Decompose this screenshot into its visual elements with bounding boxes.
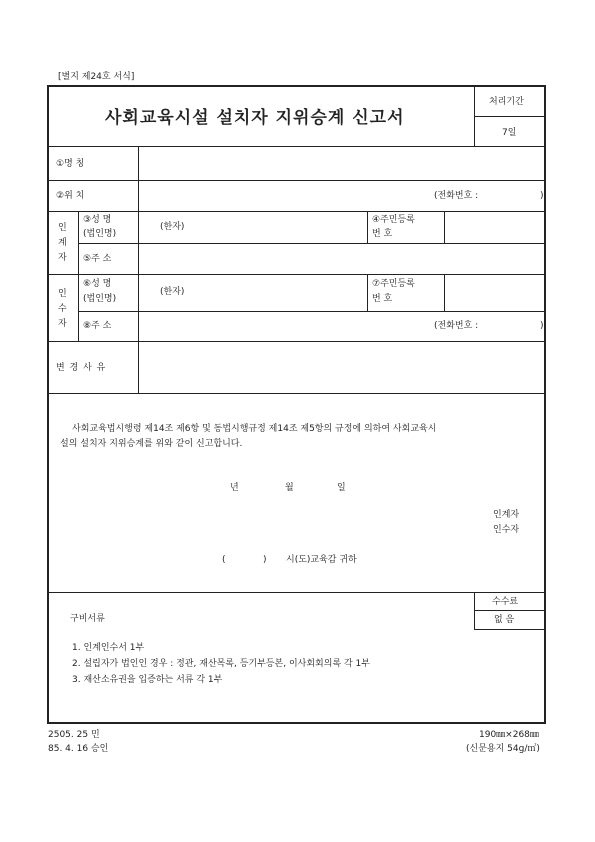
name-label: ①명 칭: [56, 159, 85, 169]
group-divider: [78, 211, 79, 341]
rrn-divider: [367, 274, 368, 311]
footer-left-2: 85. 4. 16 승인: [48, 744, 109, 754]
transferor-char: 계: [58, 238, 67, 248]
transferor-char: 자: [58, 253, 67, 263]
rrn-divider: [367, 211, 368, 243]
phone-close: ): [540, 321, 544, 331]
date-day: 일: [337, 483, 346, 493]
statement-line1: 사회교육법시행령 제14조 제6항 및 동법시행규정 제14조 제5항의 규정에 의하여 사회교육시: [72, 424, 437, 434]
row-line: [48, 393, 545, 394]
transferor-char: 인: [58, 223, 67, 233]
processing-value: 7일: [502, 128, 517, 138]
statement-line2: 설의 설치자 지위승계를 위와 같이 신고합니다.: [60, 439, 243, 449]
page-title: 사회교육시설 설치자 지위승계 신고서: [105, 108, 405, 128]
footer-right-1: 190㎜×268㎜: [479, 730, 539, 740]
corp-name-label: (법인명): [83, 229, 117, 239]
rrn-num-label: 번 호: [372, 294, 393, 304]
date-year: 년: [230, 483, 239, 493]
rrn4-label: ④주민등록: [372, 215, 415, 225]
phone-label: (전화번호 :: [434, 321, 479, 331]
fee-label: 수수료: [492, 597, 519, 607]
row-line: [48, 211, 545, 212]
row-line: [48, 146, 545, 147]
row-line: [48, 180, 545, 181]
document-item: 2. 설립자가 법인인 경우 : 정관, 재산목록, 등기부등본, 이사회회의록 각 1부: [72, 659, 370, 669]
row-line: [48, 341, 545, 342]
documents-label: 구비서류: [70, 614, 105, 624]
addr8-label: ⑧주 소: [83, 321, 112, 331]
fee-bottom-line: [474, 629, 545, 630]
reason-label: 변 경 사 유: [56, 363, 107, 373]
name6-label: ⑥성 명: [83, 279, 112, 289]
fee-value: 없 음: [494, 615, 515, 625]
label-divider: [138, 146, 139, 393]
rrn-num-label: 번 호: [372, 229, 393, 239]
row-line: [48, 592, 545, 593]
transferee-char: 자: [58, 319, 67, 329]
signer-transferee: 인수자: [493, 525, 520, 535]
hanja-label: (한자): [160, 287, 185, 297]
phone-close: ): [540, 191, 544, 201]
rrn7-label: ⑦주민등록: [372, 279, 415, 289]
date-month: 월: [285, 483, 294, 493]
frame-bottom: [47, 722, 546, 724]
footer-right-2: (신문용지 54g/㎡): [466, 744, 540, 754]
signer-transferor: 인계자: [493, 510, 520, 520]
hanja-label: (한자): [160, 222, 185, 232]
fee-mid-line: [474, 610, 545, 611]
addr5-label: ⑤주 소: [83, 254, 112, 264]
row-line: [78, 311, 545, 312]
name3-label: ③성 명: [83, 215, 112, 225]
phone-label: (전화번호 :: [434, 191, 479, 201]
form-tag: [별지 제24호 서식]: [58, 72, 135, 82]
addressee-open: (: [222, 555, 226, 565]
addressee-close: ): [263, 555, 267, 565]
addressee: 시(도)교육감 귀하: [286, 555, 357, 565]
location-label: ②위 치: [56, 191, 85, 201]
row-line: [48, 274, 545, 275]
row-line: [78, 243, 545, 244]
frame-top: [47, 85, 546, 87]
transferee-char: 인: [58, 289, 67, 299]
rrn-divider: [444, 274, 445, 311]
document-item: 1. 인계인수서 1부: [72, 643, 145, 653]
document-item: 3. 재산소유권을 입증하는 서류 각 1부: [72, 675, 223, 685]
footer-left-1: 2505. 25 민: [48, 730, 100, 740]
rrn-divider: [444, 211, 445, 243]
processing-mid-line: [474, 116, 545, 117]
transferee-char: 수: [58, 304, 67, 314]
corp-name-label: (법인명): [83, 294, 117, 304]
processing-label: 처리기간: [489, 97, 524, 107]
